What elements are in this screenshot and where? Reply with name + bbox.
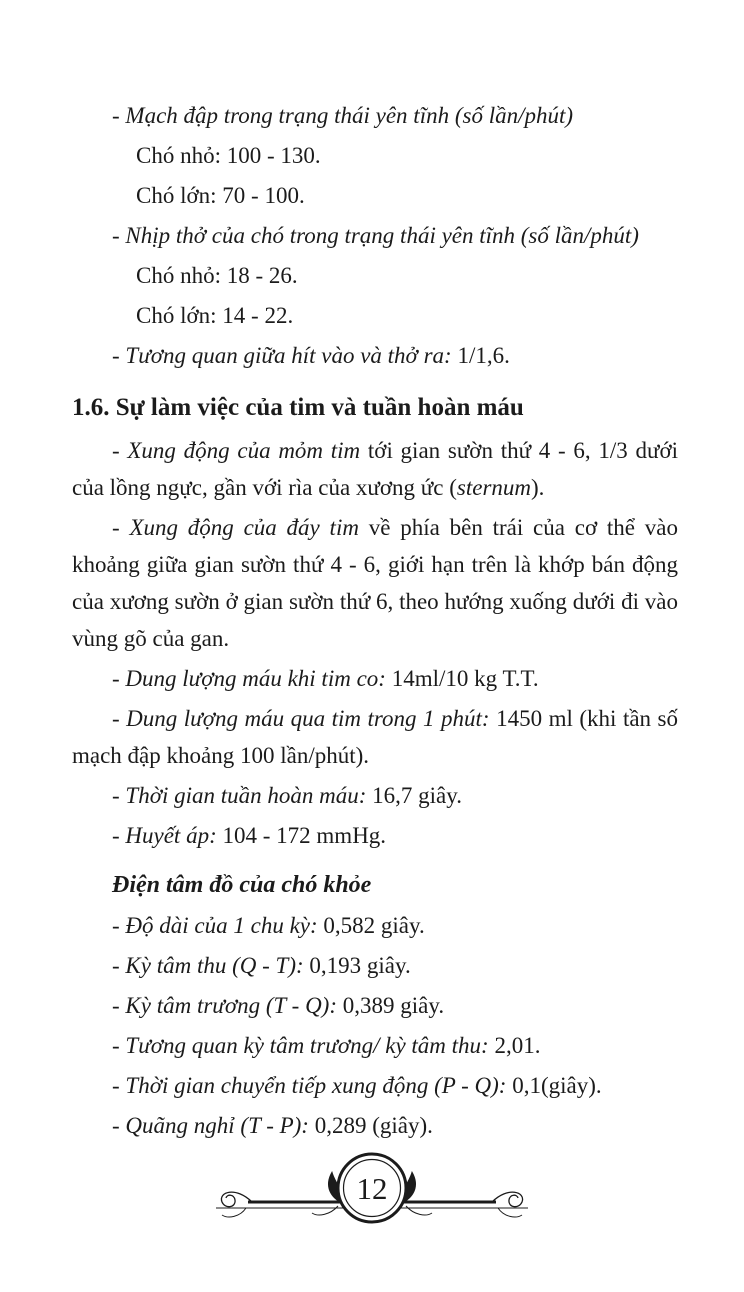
list-item: - Nhịp thở của chó trong trạng thái yên tĩnh (số lần/phút) — [112, 223, 639, 248]
list-item — [72, 907, 678, 944]
item-label: - Dung lượng máu khi tim co: — [112, 666, 392, 691]
ornament-flourish-icon — [212, 1142, 532, 1242]
item-label: - Quãng nghỉ (T - P): — [112, 1113, 315, 1138]
item-label: - Huyết áp: — [112, 823, 223, 848]
item-value: 1/1,6. — [457, 343, 510, 368]
item-label: - Kỳ tâm thu (Q - T): — [112, 953, 310, 978]
list-item — [72, 777, 678, 814]
item-value: 0,193 giây. — [309, 953, 411, 978]
section-heading: 1.6. Sự làm việc của tim và tuần hoàn máu — [72, 394, 524, 421]
item-value: 0,389 giây. — [342, 993, 445, 1018]
list-item — [72, 660, 678, 697]
list-item — [72, 817, 678, 854]
list-item — [72, 1107, 678, 1144]
footer-ornament — [212, 1142, 532, 1247]
subsection-heading: Điện tâm đồ của chó khỏe — [112, 872, 372, 898]
sub-item: Chó nhỏ: 18 - 26. — [136, 263, 298, 288]
page-number: 12 — [356, 1171, 388, 1206]
sub-item: Chó lớn: 14 - 22. — [136, 303, 294, 328]
item-label: - Tương quan kỳ tâm trương/ kỳ tâm thu: — [112, 1033, 495, 1058]
list-item — [72, 1067, 678, 1104]
paragraph — [72, 432, 678, 506]
item-value: 0,1(giây). — [512, 1073, 602, 1098]
item-label: - Thời gian chuyển tiếp xung động (P - Q): — [112, 1073, 513, 1098]
item-label: - Độ dài của 1 chu kỳ: — [112, 913, 324, 938]
sub-item: Chó nhỏ: 100 - 130. — [136, 143, 321, 168]
list-item: - Mạch đập trong trạng thái yên tĩnh (số lần/phút) — [112, 103, 574, 128]
page-content — [72, 94, 678, 1144]
item-value: 14ml/10 kg T.T. — [391, 666, 539, 691]
item-value: 1450 ml (khi tần số mạch đập khoảng 100 lần/phút). — [72, 706, 679, 768]
item-label: - Xung động của mỏm tim — [112, 438, 368, 463]
item-value: 2,01. — [494, 1033, 541, 1058]
item-value: 0,289 (giây). — [314, 1113, 433, 1138]
paragraph-text: tới gian sườn thứ 4 - 6, 1/3 dưới của lồng ngực, gần với rìa của xương ức ( — [72, 438, 678, 500]
paragraph — [72, 700, 678, 774]
item-value: 16,7 giây. — [372, 783, 463, 808]
paragraph — [72, 509, 678, 657]
list-item — [72, 337, 678, 374]
paragraph-text: về phía bên trái của cơ thể vào khoảng giữa gian sườn thứ 4 - 6, giới hạn trên là khớp bán động của xương sườn ở gian sườn thứ 6, theo hướng xuống dưới đi vào vùng gõ của gan. — [72, 515, 678, 651]
latin-term: sternum — [456, 475, 532, 500]
sub-item: Chó lớn: 70 - 100. — [136, 183, 305, 208]
list-item — [72, 947, 678, 984]
item-value: 104 - 172 mmHg. — [222, 823, 387, 848]
item-label: - Kỳ tâm trương (T - Q): — [112, 993, 343, 1018]
item-label: - Tương quan giữa hít vào và thở ra: — [112, 343, 458, 368]
item-label: - Thời gian tuần hoàn máu: — [112, 783, 373, 808]
item-value: 0,582 giây. — [323, 913, 425, 938]
list-item — [72, 1027, 678, 1064]
paragraph-text: ). — [531, 475, 545, 500]
item-label: - Dung lượng máu qua tim trong 1 phút: — [112, 706, 497, 731]
list-item — [72, 987, 678, 1024]
item-label: - Xung động của đáy tim — [112, 515, 369, 540]
